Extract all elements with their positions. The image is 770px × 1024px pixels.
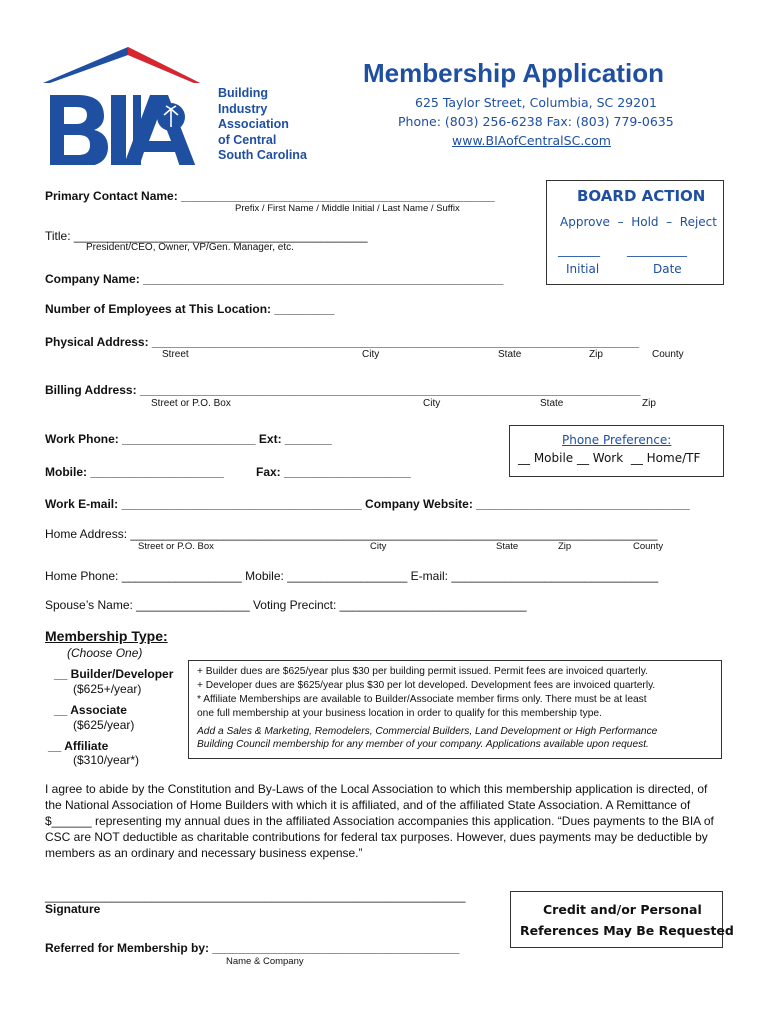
billing-hint-state: State	[540, 398, 564, 409]
fax-field[interactable]: Fax: ___________________	[256, 465, 411, 479]
dues-info-box	[188, 660, 722, 759]
primary-contact-field[interactable]: Primary Contact Name: _______________________________________________	[45, 189, 495, 203]
employees-field[interactable]: Number of Employees at This Location: _________	[45, 302, 335, 316]
physical-address-field[interactable]: Physical Address: _________________________________________________________________________	[45, 335, 640, 349]
home-hint-city: City	[370, 541, 387, 552]
billing-hint-city: City	[423, 398, 441, 409]
dues-line: one full membership at your business location in order to qualify for this membership type.	[197, 708, 602, 719]
affiliate-option[interactable]: __ Affiliate	[48, 739, 109, 753]
builder-developer-option[interactable]: __ Builder/Developer	[54, 667, 174, 681]
credit-line-2: References May Be Requested	[520, 923, 734, 938]
initial-label: Initial	[566, 262, 600, 276]
credit-references-box	[510, 891, 734, 948]
date-line[interactable]: __________	[627, 243, 687, 257]
title-field[interactable]: Title: ____________________________________________	[45, 229, 368, 243]
addon-line: Add a Sales & Marketing, Remodelers, Commercial Builders, Land Development or High Performance	[197, 726, 658, 737]
work-phone-field[interactable]: Work Phone: ____________________ Ext: _______	[45, 432, 332, 446]
builder-developer-price: ($625+/year)	[73, 682, 142, 696]
org-phone-fax: Phone: (803) 256-6238 Fax: (803) 779-0635	[398, 114, 674, 129]
membership-type-title: Membership Type:	[45, 628, 168, 644]
initial-line[interactable]: _______	[558, 243, 600, 257]
board-action-box	[546, 180, 724, 285]
company-name-field[interactable]: Company Name: ______________________________________________________	[45, 272, 504, 286]
org-name-line: South Carolina	[218, 148, 307, 162]
board-action-options: Approve – Hold – Reject	[560, 215, 717, 229]
work-email-website-field[interactable]: Work E-mail: ____________________________________ Company Website: ________________________________	[45, 497, 690, 511]
home-hint-zip: Zip	[558, 541, 572, 552]
page-title: Membership Application	[363, 58, 664, 88]
choose-one-label: (Choose One)	[67, 646, 143, 660]
affiliate-price: ($310/year*)	[73, 753, 140, 767]
org-name-line: Industry	[218, 101, 268, 116]
dues-line: * Affiliate Memberships are available to Builder/Associate member firms only. There must be at least	[197, 694, 647, 705]
mobile-field[interactable]: Mobile: ____________________	[45, 465, 224, 479]
referred-by-hint: Name & Company	[226, 956, 304, 967]
billing-hint-street: Street or P.O. Box	[151, 398, 231, 409]
addon-line: Building Council membership for any member of your company. Applications available upon request.	[197, 739, 649, 750]
signature-label: Signature	[45, 902, 101, 916]
signature-line[interactable]: _______________________________________________________________	[45, 889, 466, 903]
home-hint-county: County	[633, 541, 664, 552]
physical-hint-county: County	[652, 349, 684, 360]
referred-by-field[interactable]: Referred for Membership by: _____________________________________	[45, 941, 460, 955]
primary-contact-hint: Prefix / First Name / Middle Initial / Last Name / Suffix	[235, 203, 460, 214]
org-name-line: of Central	[218, 132, 277, 147]
org-name-line: Building	[218, 86, 268, 100]
home-hint-state: State	[496, 541, 519, 552]
spouse-row[interactable]: Spouse’s Name: _________________ Voting Precinct: ____________________________	[45, 598, 527, 612]
associate-option[interactable]: __ Associate	[54, 703, 127, 717]
associate-price: ($625/year)	[73, 718, 135, 732]
dues-line: + Builder dues are $625/year plus $30 per building permit issued. Permit fees are invoiced quarterly.	[197, 666, 648, 677]
phone-preference-options[interactable]: __ Mobile __ Work __ Home/TF	[518, 451, 701, 465]
physical-hint-street: Street	[162, 349, 189, 360]
physical-hint-zip: Zip	[589, 349, 603, 360]
date-label: Date	[653, 262, 682, 276]
org-address: 625 Taylor Street, Columbia, SC 29201	[415, 95, 657, 110]
home-hint-street: Street or P.O. Box	[138, 541, 214, 552]
org-name-line: Association	[218, 117, 289, 131]
phone-preference-box	[509, 425, 724, 477]
billing-hint-zip: Zip	[642, 398, 656, 409]
org-website-link[interactable]: www.BIAofCentralSC.com	[452, 133, 611, 148]
home-phone-row[interactable]: Home Phone: __________________ Mobile: __________________ E-mail: _______________________________	[45, 569, 659, 583]
agreement-paragraph: I agree to abide by the Constitution and By-Laws of the Local Association to which this membership application is directed, of the National Association of Home Builders with which it is affiliated, and of the affiliated State Association. A Remittance of $______ representing my annual dues in the affiliated Association accompanies this application. “Dues payments to the BIA of CSC are NOT deductible as charitable contributions for federal tax purposes. However, dues payments may be deductible by members as an ordinary and necessary business expense.”	[45, 782, 714, 860]
board-action-title: BOARD ACTION	[577, 187, 706, 205]
physical-hint-state: State	[498, 349, 522, 360]
home-address-field[interactable]: Home Address: _______________________________________________________________________________	[45, 527, 658, 541]
title-hint: President/CEO, Owner, VP/Gen. Manager, etc.	[86, 242, 294, 253]
org-name	[218, 86, 307, 164]
credit-line-1: Credit and/or Personal	[543, 902, 702, 917]
physical-hint-city: City	[362, 349, 380, 360]
phone-preference-title: Phone Preference:	[562, 433, 672, 447]
billing-address-field[interactable]: Billing Address: ___________________________________________________________________________	[45, 383, 641, 397]
dues-line: + Developer dues are $625/year plus $30 per lot developed. Development fees are invoiced quarterly.	[197, 680, 656, 691]
